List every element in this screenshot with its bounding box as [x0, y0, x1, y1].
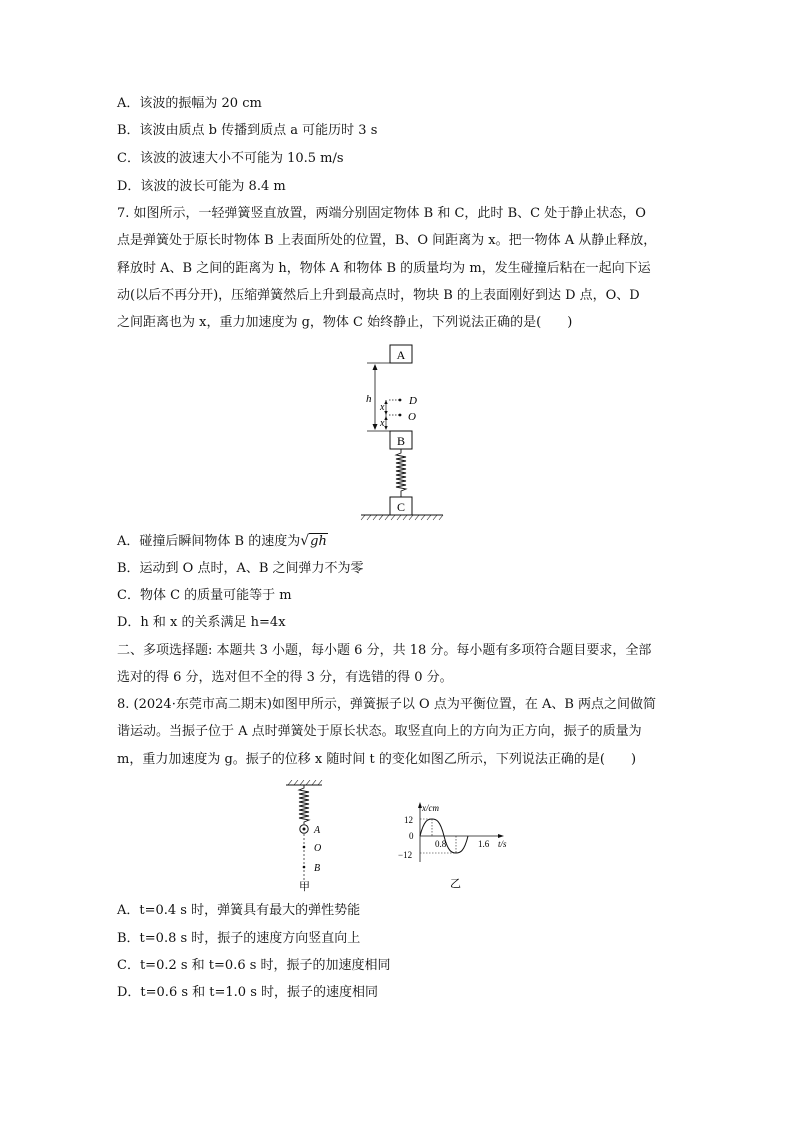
ytick-neg12: −12 — [398, 850, 413, 860]
xtick-1.6: 1.6 — [478, 839, 490, 849]
q8-figure-yi — [392, 800, 522, 892]
q7-stem-line-4: 动(以后不再分开)，压缩弹簧然后上升到最高点时，物块 B 的上表面刚好到达 D 点，O、D — [117, 288, 640, 303]
q8-option-c: C．t=0.2 s 和 t=0.6 s 时，振子的加速度相同 — [117, 958, 391, 973]
sqrt-sign: √ — [300, 533, 310, 549]
q7-stem-line-2: 点是弹簧处于原长时物体 B 上表面所处的位置，B、O 间距离为 x。把一物体 A 从静止释放， — [117, 233, 657, 248]
jia-label-a: A — [314, 825, 321, 836]
q7-spring-block-figure — [355, 340, 455, 525]
q8-stem-line-1: 8. (2024·东莞市高二期末)如图甲所示，弹簧振子以 O 点为平衡位置，在 A、B 两点之间做简 — [117, 697, 657, 712]
q8-stem-line-3: m，重力加速度为 g。振子的位移 x 随时间 t 的变化如图乙所示，下列说法正确的是( ) — [117, 752, 637, 767]
q6-option-c: C．该波的波速大小不可能为 10.5 m/s — [117, 151, 344, 166]
section2-line-2: 选对的得 6 分，选对但不全的得 3 分，有选错的得 0 分。 — [117, 670, 453, 685]
q7-option-d: D．h 和 x 的关系满足 h=4x — [117, 615, 286, 630]
label-x-upper: x — [380, 402, 385, 413]
xtick-0.8: 0.8 — [435, 839, 447, 849]
ytick-0: 0 — [409, 831, 414, 841]
q8-stem-line-2: 谐运动。当振子位于 A 点时弹簧处于原长状态。取竖直向上的方向为正方向，振子的质量为 — [117, 724, 642, 739]
jia-label-b: B — [314, 863, 321, 874]
q7-option-b: B．运动到 O 点时，A、B 之间弹力不为零 — [117, 561, 364, 576]
y-axis-label: x/cm — [422, 803, 439, 813]
q6-option-b: B．该波由质点 b 传播到质点 a 可能历时 3 s — [117, 123, 378, 138]
q8-figure-jia — [280, 780, 340, 892]
q7-option-a — [117, 532, 328, 551]
spring-jia — [299, 785, 309, 824]
spring — [396, 449, 406, 497]
q6-option-a: A．该波的振幅为 20 cm — [117, 96, 262, 111]
q7-option-c: C．物体 C 的质量可能等于 m — [117, 588, 292, 603]
block-c-label: C — [396, 500, 406, 514]
block-b-label: B — [396, 434, 406, 448]
q8-option-d: D．t=0.6 s 和 t=1.0 s 时，振子的速度相同 — [117, 985, 379, 1000]
label-o: O — [408, 411, 416, 423]
q7-option-a-sqrt-arg: gh — [310, 534, 327, 549]
label-h: h — [366, 393, 372, 405]
yi-caption: 乙 — [450, 878, 461, 890]
block-a-label: A — [396, 348, 406, 362]
jia-caption: 甲 — [299, 881, 310, 892]
q8-option-a: A．t=0.4 s 时，弹簧具有最大的弹性势能 — [117, 903, 361, 918]
q7-option-a-text: A．碰撞后瞬间物体 B 的速度为 — [117, 534, 301, 549]
ytick-12: 12 — [404, 815, 413, 825]
q7-stem-line-5: 之间距离也为 x，重力加速度为 g，物体 C 始终静止，下列说法正确的是( ) — [117, 315, 573, 330]
label-x-lower: x — [380, 418, 385, 429]
q7-stem-line-1: 7. 如图所示，一轻弹簧竖直放置，两端分别固定物体 B 和 C，此时 B、C 处于静止状态，O — [117, 206, 646, 221]
section2-line-1: 二、多项选择题: 本题共 3 小题，每小题 6 分，共 18 分。每小题有多项符合题目要求，全部 — [117, 643, 652, 658]
label-d: D — [409, 395, 417, 407]
q7-stem-line-3: 释放时 A、B 之间的距离为 h，物体 A 和物体 B 的质量均为 m，发生碰撞后粘在一起向下运 — [117, 261, 651, 276]
q8-option-b: B．t=0.8 s 时，振子的速度方向竖直向上 — [117, 931, 361, 946]
jia-label-o: O — [314, 843, 322, 854]
x-axis-label: t/s — [498, 839, 507, 849]
q6-option-d: D．该波的波长可能为 8.4 m — [117, 179, 286, 194]
